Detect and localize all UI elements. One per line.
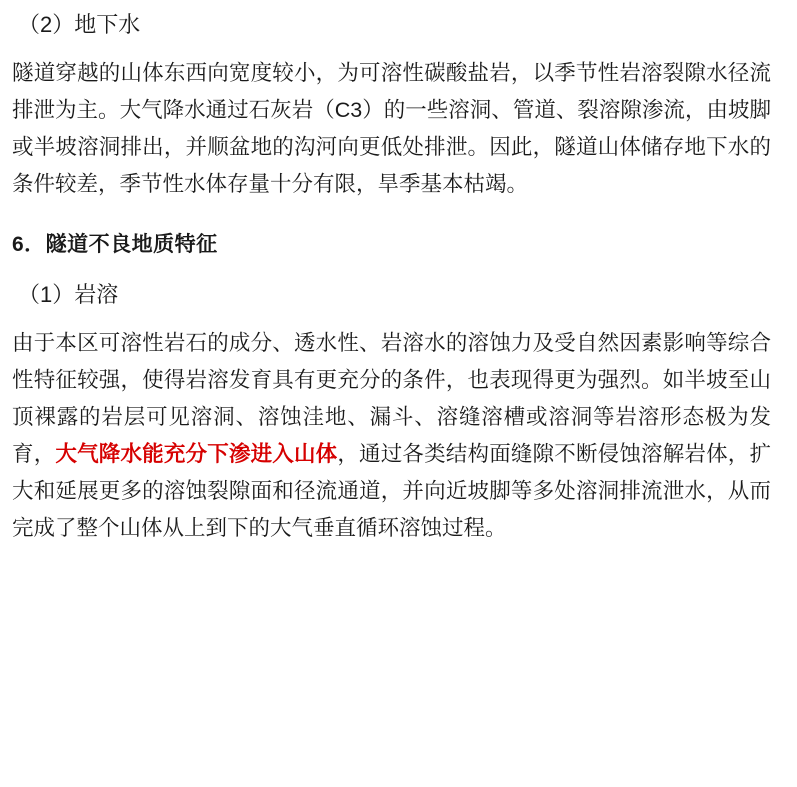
subheading-groundwater: （2）地下水 [18, 12, 141, 37]
karst-text-part-2: ，通过各类结构面缝隙不断侵蚀溶解岩体，扩大和延展更多的溶蚀裂隙面和径流通道，并向近坡脚等多处溶洞排流泄水，从而完成了整个山体从上到下的大气垂直循环溶蚀过程。 [12, 442, 771, 541]
karst-highlight-phrase: 大气降水能充分下渗进入山体 [55, 442, 338, 467]
section-heading-tunnel-adverse-geology: 6．隧道不良地质特征 [12, 232, 218, 256]
paragraph-groundwater: 隧道穿越的山体东西向宽度较小，为可溶性碳酸盐岩，以季节性岩溶裂隙水径流排泄为主。大气降水通过石灰岩（C3）的一些溶洞、管道、裂溶隙渗流，由坡脚或半坡溶洞排出，并顺盆地的沟河向更低处排泄。因此，隧道山体储存地下水的条件较差，季节性水体存量十分有限，旱季基本枯竭。 [12, 61, 771, 196]
karst-text-part-1: 由于本区可溶性岩石的成分、透水性、岩溶水的溶蚀力及受自然因素影响等综合性特征较强，使得岩溶发育具有更充分的条件，也表现得更为强烈。如半坡至山顶裸露的岩层可见溶洞、溶蚀洼地、漏斗、溶缝溶槽或溶洞等岩溶形态极为发育， [12, 331, 771, 467]
paragraph-karst [12, 325, 771, 547]
subheading-karst: （1）岩溶 [18, 282, 119, 308]
